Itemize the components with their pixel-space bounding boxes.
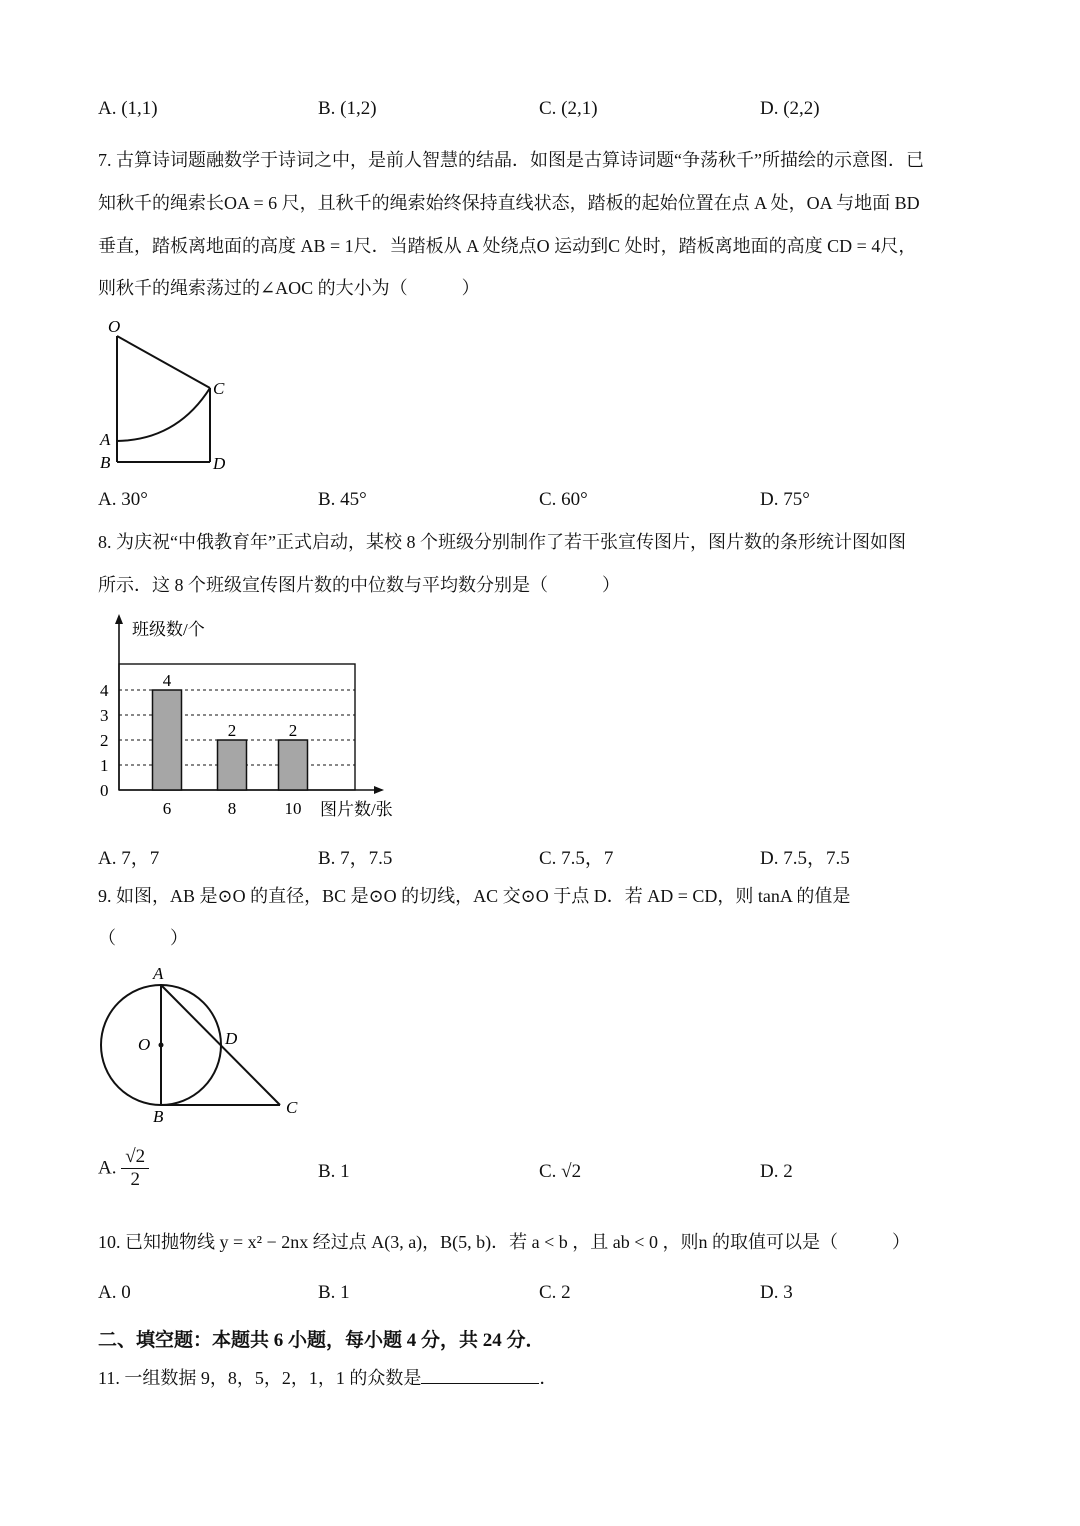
y-tick-label: 1 bbox=[100, 756, 109, 775]
q11 bbox=[98, 1367, 557, 1388]
q8-option-c: C. 7.5，7 bbox=[539, 848, 614, 869]
q7-option-a: A. 30° bbox=[98, 489, 148, 510]
q7-label-d: D bbox=[213, 454, 226, 473]
x-axis-label: 图片数/张 bbox=[320, 800, 393, 819]
q7-swing-figure bbox=[92, 310, 252, 480]
y-tick-label: 4 bbox=[100, 681, 109, 700]
q7-label-c: C bbox=[213, 379, 225, 398]
bar-10 bbox=[279, 740, 308, 790]
q10-option-b: B. 1 bbox=[318, 1282, 350, 1303]
q7-line-4: 则秋千的绳索荡过的∠AOC 的大小为（ ） bbox=[98, 278, 480, 298]
q7-line-3: 垂直，踏板离地面的高度 AB = 1尺．当踏板从 A 处绕点O 运动到C 处时，踏板离地面的高度 CD = 4尺， bbox=[98, 236, 917, 256]
q9-option-a-numerator: √2 bbox=[121, 1146, 149, 1169]
q10-option-a: A. 0 bbox=[98, 1282, 131, 1303]
y-axis-arrow bbox=[115, 614, 123, 624]
bar-value-label: 2 bbox=[227, 721, 237, 740]
q7-label-b: B bbox=[100, 453, 111, 472]
q7-option-b: B. 45° bbox=[318, 489, 367, 510]
q8-bar-chart bbox=[92, 612, 422, 827]
q6-option-c: C. (2,1) bbox=[539, 98, 598, 119]
q9-label-a: A bbox=[153, 964, 164, 983]
q9-option-b: B. 1 bbox=[318, 1161, 350, 1182]
q8-option-b: B. 7，7.5 bbox=[318, 848, 393, 869]
q11-answer-blank[interactable] bbox=[421, 1367, 539, 1384]
q7-label-o: O bbox=[108, 317, 121, 336]
q11-end: ． bbox=[539, 1368, 558, 1388]
q9-label-o: O bbox=[138, 1035, 151, 1054]
y-tick-label: 2 bbox=[100, 731, 109, 750]
q10-option-d: D. 3 bbox=[760, 1282, 793, 1303]
q9-label-d: D bbox=[225, 1029, 238, 1048]
q9-option-a-label: A. bbox=[98, 1157, 117, 1179]
q9-circle-figure bbox=[92, 960, 312, 1130]
q10-option-c: C. 2 bbox=[539, 1282, 571, 1303]
x-tick-label: 8 bbox=[227, 799, 237, 818]
x-axis-arrow bbox=[374, 786, 384, 794]
q10-line-1: 10. 已知抛物线 y = x² − 2nx 经过点 A(3, a)，B(5, b)．若 a < b ，且 ab < 0 ，则n 的取值可以是（ ） bbox=[98, 1232, 910, 1252]
q7-option-c: C. 60° bbox=[539, 489, 588, 510]
q9-line-2: （ ） bbox=[98, 928, 188, 948]
q8-line-2: 所示．这 8 个班级宣传图片数的中位数与平均数分别是（ ） bbox=[98, 575, 620, 595]
section-2-heading: 二、填空题：本题共 6 小题，每小题 4 分，共 24 分． bbox=[98, 1330, 545, 1351]
q7-line-1: 7. 古算诗词题融数学于诗词之中，是前人智慧的结晶．如图是古算诗词题“争荡秋千”所描绘的示意图．已 bbox=[98, 150, 924, 170]
q8-option-a: A. 7，7 bbox=[98, 848, 160, 869]
x-tick-label: 10 bbox=[284, 799, 302, 818]
q6-option-d: D. (2,2) bbox=[760, 98, 820, 119]
q6-option-a: A. (1,1) bbox=[98, 98, 158, 119]
bar-value-label: 2 bbox=[288, 721, 298, 740]
q7-option-d: D. 75° bbox=[760, 489, 810, 510]
q9-option-a bbox=[98, 1146, 149, 1191]
q9-label-b: B bbox=[153, 1107, 164, 1126]
bar-8 bbox=[218, 740, 247, 790]
q6-option-b: B. (1,2) bbox=[318, 98, 377, 119]
q9-option-a-fraction bbox=[121, 1146, 149, 1191]
y-axis-label: 班级数/个 bbox=[132, 620, 205, 639]
q8-option-d: D. 7.5，7.5 bbox=[760, 848, 850, 869]
q9-option-c: C. √2 bbox=[539, 1161, 582, 1182]
y-tick-label: 0 bbox=[100, 781, 109, 800]
q9-option-d: D. 2 bbox=[760, 1161, 793, 1182]
q7-label-a: A bbox=[100, 430, 111, 449]
q9-option-a-denominator: 2 bbox=[130, 1169, 140, 1190]
x-tick-label: 6 bbox=[162, 799, 172, 818]
bar-value-label: 4 bbox=[162, 671, 172, 690]
bar-6 bbox=[153, 690, 182, 790]
y-tick-label: 3 bbox=[100, 706, 109, 725]
q8-line-1: 8. 为庆祝“中俄教育年”正式启动，某校 8 个班级分别制作了若干张宣传图片，图片数的条形统计图如图 bbox=[98, 532, 906, 552]
q9-line-1: 9. 如图，AB 是⊙O 的直径，BC 是⊙O 的切线，AC 交⊙O 于点 D．若 AD = CD，则 tanA 的值是 bbox=[98, 886, 851, 906]
q11-text: 11. 一组数据 9，8，5，2，1，1 的众数是 bbox=[98, 1368, 422, 1388]
q7-line-2: 知秋千的绳索长OA = 6 尺，且秋千的绳索始终保持直线状态，踏板的起始位置在点 A 处，OA 与地面 BD bbox=[98, 193, 920, 213]
q9-label-c: C bbox=[286, 1098, 298, 1117]
